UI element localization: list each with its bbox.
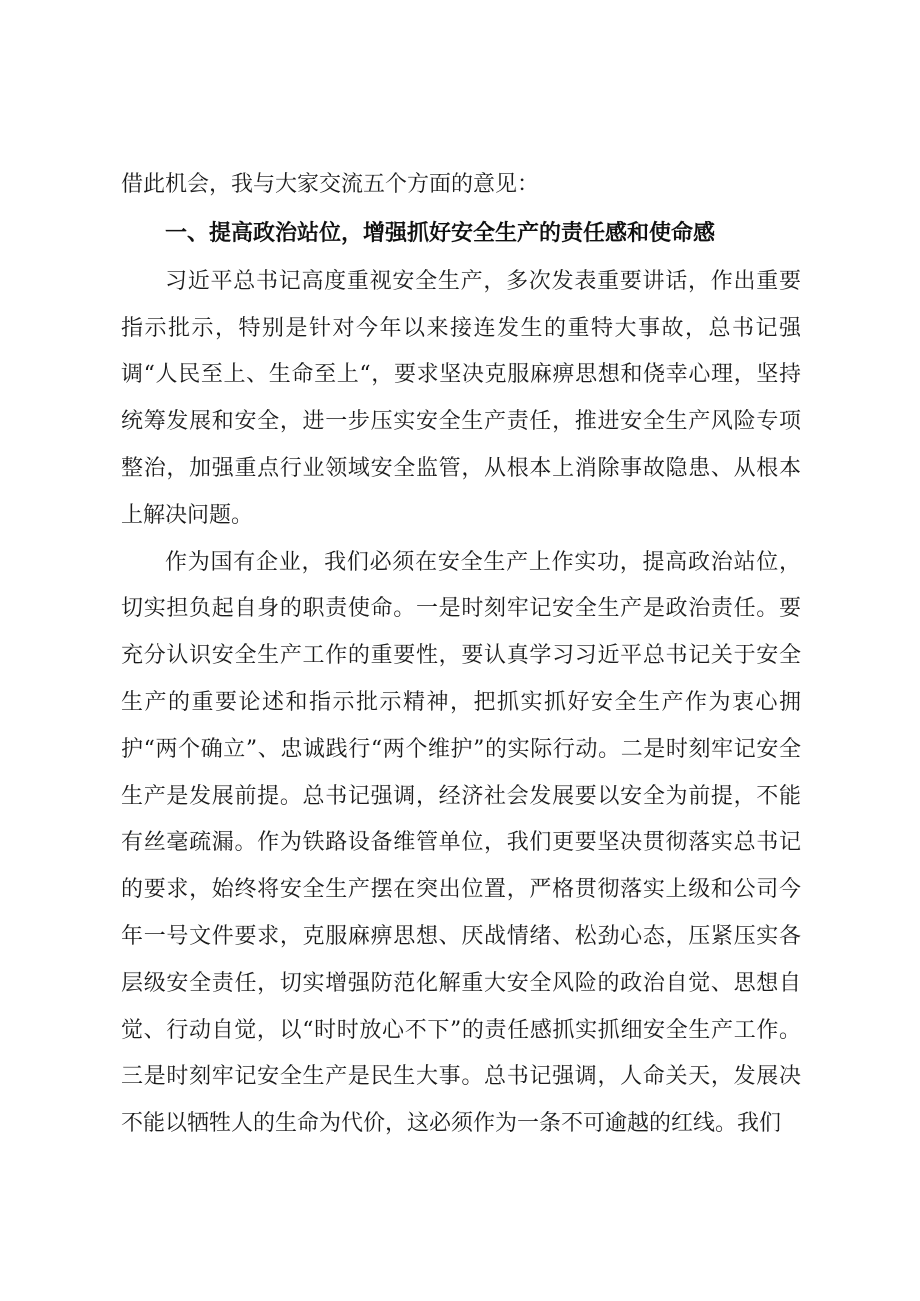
document-body [121,162,801,1148]
body-paragraph-2: 作为国有企业，我们必须在安全生产上作实功，提高政治站位，切实担负起自身的职责使命。一是时刻牢记安全生产是政治责任。要充分认识安全生产工作的重要性，要认真学习习近平总书记关于安全生产的重要论述和指示批示精神，把抓实抓好安全生产作为衷心拥护“两个确立”、忠诚践行“两个维护”的实际行动。二是时刻牢记安全生产是发展前提。总书记强调，经济社会发展要以安全为前提，不能有丝毫疏漏。作为铁路设备维管单位，我们更要坚决贯彻落实总书记的要求，始终将安全生产摆在突出位置，严格贯彻落实上级和公司今年一号文件要求，克服麻痹思想、厌战情绪、松劲心态，压紧压实各层级安全责任，切实增强防范化解重大安全风险的政治自觉、思想自觉、行动自觉，以“时时放心不下”的责任感抓实抓细安全生产工作。三是时刻牢记安全生产是民生大事。总书记强调，人命关天，发展决不能以牺牲人的生命为代价，这必须作为一条不可逾越的红线。我们 [121,549,801,1137]
section-heading: 一、提高政治站位，增强抓好安全生产的责任感和使命感 [165,220,716,246]
intro-paragraph: 借此机会，我与大家交流五个方面的意见： [121,172,540,197]
body-paragraph-1: 习近平总书记高度重视安全生产，多次发表重要讲话，作出重要指示批示，特别是针对今年以来接连发生的重特大事故，总书记强调“人民至上、生命至上“，要求坚决克服麻痹思想和侥幸心理，坚持统筹发展和安全，进一步压实安全生产责任，推进安全生产风险专项整治，加强重点行业领域安全监管，从根本上消除事故隐患、从根本上解决问题。 [121,268,801,528]
